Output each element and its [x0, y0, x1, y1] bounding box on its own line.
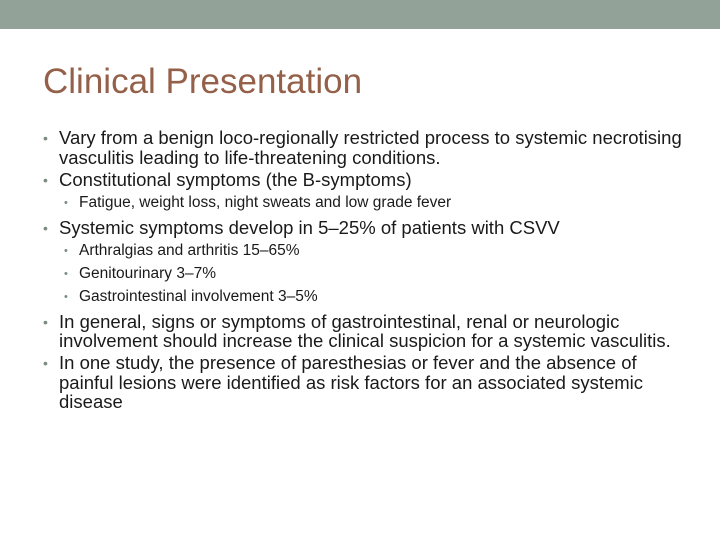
slide-title: Clinical Presentation [43, 62, 363, 101]
top-accent-bar [0, 0, 720, 29]
bullet-text: Constitutional symptoms (the B-symptoms) [59, 168, 412, 190]
sub-bullet-item [43, 192, 683, 214]
bullet-text: In general, signs or symptoms of gastrointestinal, renal or neurologic involvement should increase the clinical suspicion for a systemic vasculitis. [59, 310, 671, 351]
bullet-dot-icon: • [64, 196, 68, 209]
bullet-item [43, 353, 683, 412]
sub-bullet-text: Arthralgias and arthritis 15–65% [79, 241, 300, 259]
bullet-text: Vary from a benign loco-regionally restricted process to systemic necrotising vasculitis leading to life-threatening conditions. [59, 127, 682, 168]
bullet-dot-icon: • [43, 355, 48, 371]
bullet-item [43, 128, 683, 167]
bullet-text: Systemic symptoms develop in 5–25% of patients with CSVV [59, 216, 560, 238]
bullet-item [43, 170, 683, 190]
bullet-item [43, 218, 683, 238]
bullet-dot-icon: • [43, 219, 48, 236]
bullet-dot-icon: • [43, 313, 48, 330]
bullet-dot-icon: • [64, 267, 68, 280]
sub-bullet-item [43, 240, 683, 262]
sub-bullet-text: Gastrointestinal involvement 3–5% [79, 287, 318, 305]
bullet-dot-icon: • [43, 171, 48, 188]
bullet-dot-icon: • [64, 290, 68, 303]
sub-bullet-text: Genitourinary 3–7% [79, 264, 216, 282]
bullet-dot-icon: • [64, 244, 68, 257]
sub-bullet-item [43, 286, 683, 308]
bullet-item [43, 312, 683, 351]
sub-bullet-text: Fatigue, weight loss, night sweats and low grade fever [79, 193, 452, 211]
slide-content [43, 128, 683, 414]
bullet-dot-icon: • [43, 130, 48, 146]
sub-bullet-item [43, 263, 683, 285]
bullet-text: In one study, the presence of paresthesias or fever and the absence of painful lesions were identified as risk factors for an associated systemic disease [59, 352, 644, 412]
